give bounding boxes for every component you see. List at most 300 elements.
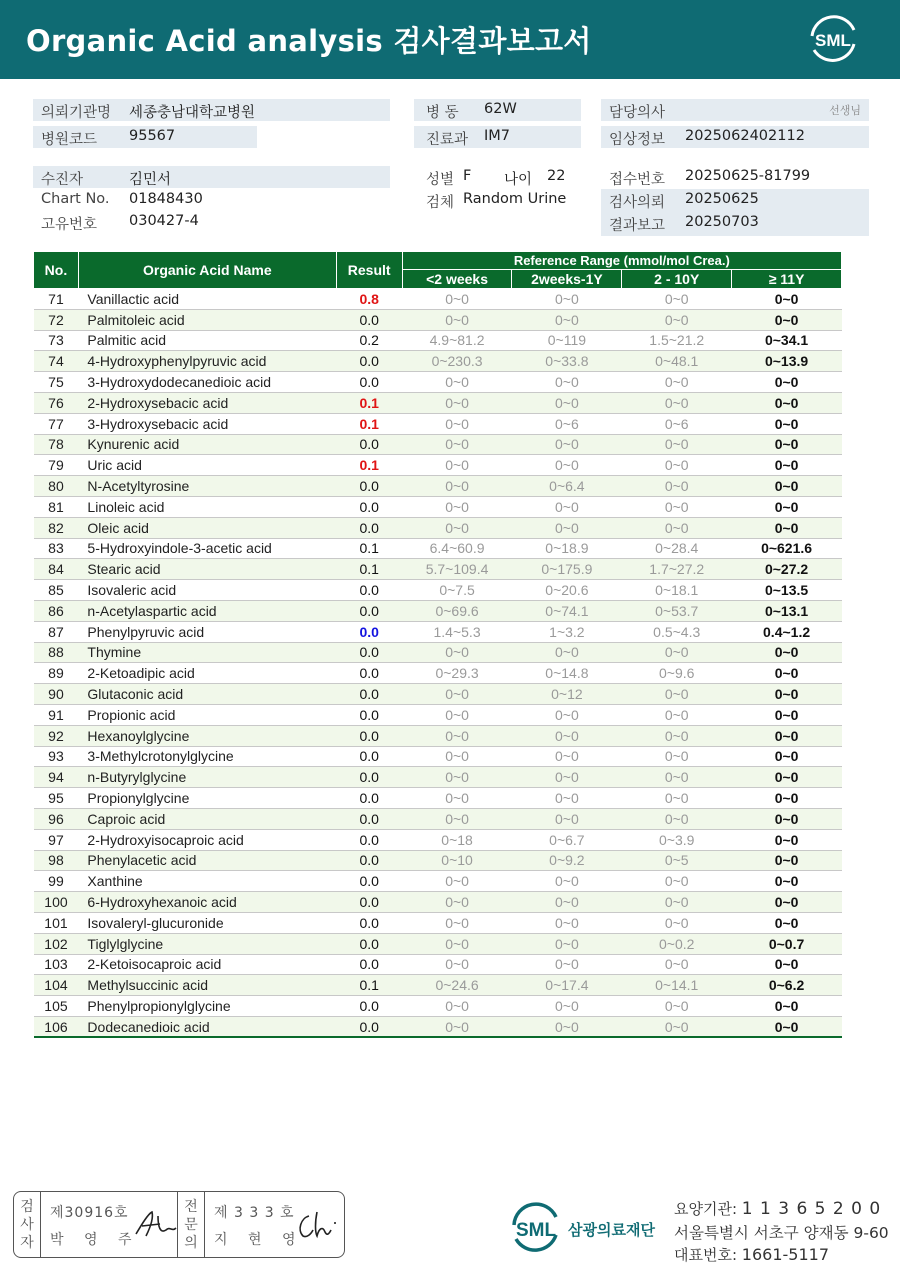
- ref-under-2-weeks: 0~0: [402, 788, 512, 809]
- ref-2-to-10y: 0~0: [622, 808, 732, 829]
- result-value: 0.0: [336, 829, 402, 850]
- col-no-header: No.: [34, 252, 79, 289]
- ref-under-2-weeks: 0~0: [402, 289, 512, 310]
- ref-under-2-weeks: 0~24.6: [402, 975, 512, 996]
- acid-name: n-Acetylaspartic acid: [78, 600, 336, 621]
- specimen-field: [414, 189, 594, 211]
- table-row: [34, 1016, 842, 1037]
- address: 서울특별시 서초구 양재동 9-60: [674, 1224, 889, 1242]
- report-header: [0, 0, 900, 79]
- acid-name: Phenylpropionylglycine: [78, 996, 336, 1017]
- table-row: [34, 372, 842, 393]
- ref-11y-plus: 0~0: [732, 413, 842, 434]
- ref-2-to-10y: 0~0: [622, 496, 732, 517]
- ref-2-to-10y: 0~14.1: [622, 975, 732, 996]
- ref-col-header: 2weeks-1Y: [512, 270, 622, 289]
- acid-name: Thymine: [78, 642, 336, 663]
- ref-2-weeks-to-1y: 0~18.9: [512, 538, 622, 559]
- ref-under-2-weeks: 0~0: [402, 309, 512, 330]
- result-value: 0.0: [336, 788, 402, 809]
- acid-name: Palmitoleic acid: [78, 309, 336, 330]
- result-value: 0.2: [336, 330, 402, 351]
- ref-11y-plus: 0~0: [732, 871, 842, 892]
- ref-2-to-10y: 0~0: [622, 767, 732, 788]
- ref-2-to-10y: 0~0: [622, 954, 732, 975]
- ref-under-2-weeks: 0~0: [402, 642, 512, 663]
- doctor-suffix: 선생님: [829, 104, 861, 117]
- result-value: 0.0: [336, 434, 402, 455]
- ref-under-2-weeks: 0~0: [402, 892, 512, 913]
- table-row: [34, 476, 842, 497]
- acid-name: Phenylpyruvic acid: [78, 621, 336, 642]
- acid-name: Xanthine: [78, 871, 336, 892]
- ref-2-to-10y: 0~18.1: [622, 580, 732, 601]
- result-value: 0.0: [336, 725, 402, 746]
- table-row: [34, 392, 842, 413]
- ref-under-2-weeks: 5.7~109.4: [402, 559, 512, 580]
- ref-2-weeks-to-1y: 0~119: [512, 330, 622, 351]
- ref-under-2-weeks: 0~0: [402, 871, 512, 892]
- clinical-value: 2025062402112: [685, 128, 805, 144]
- specimen-value: Random Urine: [463, 191, 567, 207]
- ref-11y-plus: 0~0: [732, 704, 842, 725]
- sml-logo: [804, 12, 862, 66]
- ref-2-weeks-to-1y: 0~17.4: [512, 975, 622, 996]
- result-value: 0.0: [336, 892, 402, 913]
- ref-under-2-weeks: 0~0: [402, 434, 512, 455]
- receipt-field: [601, 166, 869, 188]
- table-row: [34, 892, 842, 913]
- result-value: 0.1: [336, 559, 402, 580]
- row-number: 104: [34, 975, 79, 996]
- ref-2-to-10y: 0~0: [622, 725, 732, 746]
- acid-name: 3-Methylcrotonylglycine: [78, 746, 336, 767]
- ref-2-to-10y: 0~0: [622, 704, 732, 725]
- receipt-label: 접수번호: [609, 172, 666, 188]
- ref-2-to-10y: 0~0: [622, 289, 732, 310]
- clinical-label: 임상정보: [609, 132, 666, 148]
- ref-2-weeks-to-1y: 0~0: [512, 933, 622, 954]
- doctor-field: [601, 99, 869, 121]
- ref-2-to-10y: 0~53.7: [622, 600, 732, 621]
- acid-name: Vanillactic acid: [78, 289, 336, 310]
- ref-under-2-weeks: 0~0: [402, 954, 512, 975]
- table-row: [34, 330, 842, 351]
- age-label: 나이: [504, 172, 533, 188]
- row-number: 72: [34, 309, 79, 330]
- acid-name: Uric acid: [78, 455, 336, 476]
- ref-11y-plus: 0~0: [732, 892, 842, 913]
- ref-11y-plus: 0~6.2: [732, 975, 842, 996]
- acid-name: 3-Hydroxysebacic acid: [78, 413, 336, 434]
- row-number: 106: [34, 1016, 79, 1037]
- sex-label: 성별: [426, 172, 455, 188]
- chart-no-value: 01848430: [129, 191, 203, 207]
- table-row: [34, 580, 842, 601]
- row-number: 76: [34, 392, 79, 413]
- ref-2-weeks-to-1y: 0~0: [512, 788, 622, 809]
- ref-2-weeks-to-1y: 0~0: [512, 725, 622, 746]
- ref-2-to-10y: 0~0: [622, 372, 732, 393]
- row-number: 92: [34, 725, 79, 746]
- ref-11y-plus: 0~0: [732, 476, 842, 497]
- ref-under-2-weeks: 0~0: [402, 372, 512, 393]
- ref-2-to-10y: 0~0: [622, 892, 732, 913]
- ref-under-2-weeks: 0~0: [402, 725, 512, 746]
- dept-value: IM7: [484, 128, 511, 144]
- row-number: 95: [34, 788, 79, 809]
- care-institution: [674, 1198, 881, 1219]
- footer-sml-logo: [510, 1199, 662, 1257]
- ref-2-to-10y: 0~0: [622, 476, 732, 497]
- acid-name: 6-Hydroxyhexanoic acid: [78, 892, 336, 913]
- ref-2-weeks-to-1y: 0~6.4: [512, 476, 622, 497]
- row-number: 100: [34, 892, 79, 913]
- ref-2-weeks-to-1y: 0~0: [512, 808, 622, 829]
- ref-11y-plus: 0~13.9: [732, 351, 842, 372]
- ward-label: 병 동: [426, 105, 459, 121]
- row-number: 97: [34, 829, 79, 850]
- ref-2-weeks-to-1y: 0~6: [512, 413, 622, 434]
- ref-2-to-10y: 0~0: [622, 746, 732, 767]
- ref-11y-plus: 0~0: [732, 850, 842, 871]
- row-number: 98: [34, 850, 79, 871]
- ref-2-weeks-to-1y: 0~0: [512, 767, 622, 788]
- acid-name: Methylsuccinic acid: [78, 975, 336, 996]
- ward-field: [414, 99, 581, 121]
- specialist-license: 제 3 3 3 호: [214, 1205, 295, 1221]
- ref-11y-plus: 0~0: [732, 808, 842, 829]
- acid-name: Stearic acid: [78, 559, 336, 580]
- care-number: 1 1 3 6 5 2 0 0: [741, 1199, 882, 1219]
- ref-2-to-10y: 0~0: [622, 684, 732, 705]
- ref-2-to-10y: 0~0: [622, 871, 732, 892]
- ref-under-2-weeks: 0~0: [402, 996, 512, 1017]
- result-value: 0.0: [336, 600, 402, 621]
- footer-logo-text: SML: [515, 1220, 557, 1241]
- ref-under-2-weeks: 0~0: [402, 912, 512, 933]
- row-number: 86: [34, 600, 79, 621]
- institution-value: 세종충남대학교병원: [129, 105, 256, 121]
- table-row: [34, 663, 842, 684]
- ref-2-to-10y: 0~0: [622, 309, 732, 330]
- acid-name: Kynurenic acid: [78, 434, 336, 455]
- row-number: 85: [34, 580, 79, 601]
- ref-2-to-10y: 0~0: [622, 912, 732, 933]
- ref-11y-plus: 0~13.1: [732, 600, 842, 621]
- result-value: 0.0: [336, 309, 402, 330]
- examiner-name: 박 영 주: [50, 1232, 140, 1248]
- examiner-title: 검사자: [20, 1199, 34, 1251]
- table-row: [34, 746, 842, 767]
- table-row: [34, 871, 842, 892]
- acid-name: Isovaleric acid: [78, 580, 336, 601]
- acid-name: Hexanoylglycine: [78, 725, 336, 746]
- signature-box: [13, 1191, 345, 1258]
- ref-11y-plus: 0~0: [732, 912, 842, 933]
- row-number: 75: [34, 372, 79, 393]
- phone-number: 1661-5117: [741, 1245, 830, 1264]
- result-value: 0.0: [336, 496, 402, 517]
- footer-org-name: 삼광의료재단: [568, 1221, 655, 1239]
- table-row: [34, 496, 842, 517]
- ref-2-to-10y: 0~0: [622, 996, 732, 1017]
- table-row: [34, 725, 842, 746]
- acid-name: 4-Hydroxyphenylpyruvic acid: [78, 351, 336, 372]
- ref-2-to-10y: 0~0: [622, 434, 732, 455]
- ref-11y-plus: 0~0: [732, 829, 842, 850]
- table-row: [34, 912, 842, 933]
- row-number: 101: [34, 912, 79, 933]
- table-row: [34, 413, 842, 434]
- row-number: 90: [34, 684, 79, 705]
- table-row: [34, 434, 842, 455]
- table-row: [34, 538, 842, 559]
- specimen-label: 검체: [426, 195, 455, 211]
- ref-under-2-weeks: 0~29.3: [402, 663, 512, 684]
- acid-name: Tiglylglycine: [78, 933, 336, 954]
- report-label: 결과보고: [609, 218, 666, 234]
- ref-11y-plus: 0~0.7: [732, 933, 842, 954]
- acid-name: Dodecanedioic acid: [78, 1016, 336, 1037]
- ref-2-weeks-to-1y: 0~0: [512, 309, 622, 330]
- ref-11y-plus: 0~0: [732, 746, 842, 767]
- unique-no-value: 030427-4: [129, 213, 199, 229]
- row-number: 73: [34, 330, 79, 351]
- table-row: [34, 289, 842, 310]
- acid-name: Caproic acid: [78, 808, 336, 829]
- ref-2-weeks-to-1y: 0~0: [512, 517, 622, 538]
- ref-11y-plus: 0~0: [732, 954, 842, 975]
- ref-2-to-10y: 1.5~21.2: [622, 330, 732, 351]
- table-row: [34, 559, 842, 580]
- result-value: 0.1: [336, 538, 402, 559]
- result-value: 0.1: [336, 392, 402, 413]
- row-number: 87: [34, 621, 79, 642]
- sex-age-field: [414, 166, 594, 188]
- table-row: [34, 767, 842, 788]
- ref-2-weeks-to-1y: 0~20.6: [512, 580, 622, 601]
- ref-2-to-10y: 0~6: [622, 413, 732, 434]
- result-value: 0.0: [336, 621, 402, 642]
- result-value: 0.0: [336, 746, 402, 767]
- row-number: 82: [34, 517, 79, 538]
- table-row: [34, 933, 842, 954]
- result-value: 0.0: [336, 684, 402, 705]
- ref-2-weeks-to-1y: 0~9.2: [512, 850, 622, 871]
- result-value: 0.0: [336, 871, 402, 892]
- ref-under-2-weeks: 0~0: [402, 746, 512, 767]
- hospital-code-value: 95567: [129, 128, 176, 144]
- ref-under-2-weeks: 0~0: [402, 496, 512, 517]
- table-row: [34, 850, 842, 871]
- ref-11y-plus: 0~0: [732, 289, 842, 310]
- row-number: 78: [34, 434, 79, 455]
- row-number: 89: [34, 663, 79, 684]
- result-value: 0.0: [336, 808, 402, 829]
- row-number: 105: [34, 996, 79, 1017]
- acid-name: Propionylglycine: [78, 788, 336, 809]
- ref-11y-plus: 0~0: [732, 434, 842, 455]
- ref-2-to-10y: 0~0: [622, 392, 732, 413]
- results-body: [34, 289, 842, 1038]
- row-number: 74: [34, 351, 79, 372]
- ref-2-weeks-to-1y: 0~0: [512, 289, 622, 310]
- unique-no-field: [33, 211, 390, 233]
- ref-under-2-weeks: 1.4~5.3: [402, 621, 512, 642]
- chart-no-field: [33, 189, 390, 211]
- table-row: [34, 829, 842, 850]
- result-value: 0.0: [336, 517, 402, 538]
- row-number: 94: [34, 767, 79, 788]
- ref-under-2-weeks: 0~0: [402, 413, 512, 434]
- report-title: Organic Acid analysis 검사결과보고서: [26, 24, 592, 58]
- ref-2-weeks-to-1y: 0~0: [512, 455, 622, 476]
- ref-11y-plus: 0~0: [732, 767, 842, 788]
- institution-field: [33, 99, 390, 121]
- ref-under-2-weeks: 0~10: [402, 850, 512, 871]
- row-number: 99: [34, 871, 79, 892]
- ref-2-weeks-to-1y: 0~0: [512, 912, 622, 933]
- ref-2-weeks-to-1y: 0~0: [512, 392, 622, 413]
- ref-11y-plus: 0~0: [732, 392, 842, 413]
- ref-under-2-weeks: 0~0: [402, 808, 512, 829]
- ref-2-weeks-to-1y: 0~12: [512, 684, 622, 705]
- institution-label: 의뢰기관명: [41, 105, 112, 121]
- ref-2-to-10y: 0~0.2: [622, 933, 732, 954]
- ref-11y-plus: 0~0: [732, 996, 842, 1017]
- table-row: [34, 975, 842, 996]
- acid-name: Linoleic acid: [78, 496, 336, 517]
- result-value: 0.0: [336, 372, 402, 393]
- ref-2-to-10y: 0~0: [622, 642, 732, 663]
- ref-col-header: 2 - 10Y: [622, 270, 732, 289]
- ref-2-weeks-to-1y: 0~6.7: [512, 829, 622, 850]
- dept-field: [414, 126, 581, 148]
- row-number: 96: [34, 808, 79, 829]
- table-row: [34, 517, 842, 538]
- ref-2-weeks-to-1y: 0~0: [512, 372, 622, 393]
- acid-name: N-Acetyltyrosine: [78, 476, 336, 497]
- request-report-field: [601, 189, 869, 236]
- row-number: 102: [34, 933, 79, 954]
- request-value: 20250625: [685, 191, 759, 207]
- phone: [674, 1244, 829, 1265]
- ref-2-to-10y: 0~0: [622, 788, 732, 809]
- acid-name: Isovaleryl-glucuronide: [78, 912, 336, 933]
- ref-under-2-weeks: 0~0: [402, 684, 512, 705]
- acid-name: 2-Hydroxysebacic acid: [78, 392, 336, 413]
- examiner-signature: [132, 1206, 178, 1242]
- ref-2-weeks-to-1y: 0~74.1: [512, 600, 622, 621]
- ref-11y-plus: 0~0: [732, 1016, 842, 1037]
- doctor-label: 담당의사: [609, 105, 666, 121]
- ref-under-2-weeks: 0~0: [402, 455, 512, 476]
- ref-11y-plus: 0~13.5: [732, 580, 842, 601]
- acid-name: Palmitic acid: [78, 330, 336, 351]
- result-value: 0.1: [336, 455, 402, 476]
- ref-under-2-weeks: 0~0: [402, 392, 512, 413]
- hospital-code-label: 병원코드: [41, 132, 98, 148]
- result-value: 0.0: [336, 912, 402, 933]
- ref-under-2-weeks: 0~0: [402, 704, 512, 725]
- phone-label: 대표번호:: [674, 1246, 738, 1264]
- ref-2-weeks-to-1y: 0~0: [512, 434, 622, 455]
- ref-under-2-weeks: 0~0: [402, 1016, 512, 1037]
- result-value: 0.1: [336, 975, 402, 996]
- ref-2-weeks-to-1y: 0~0: [512, 642, 622, 663]
- result-value: 0.1: [336, 413, 402, 434]
- ref-11y-plus: 0~27.2: [732, 559, 842, 580]
- result-value: 0.0: [336, 1016, 402, 1037]
- result-value: 0.0: [336, 704, 402, 725]
- table-row: [34, 996, 842, 1017]
- row-number: 93: [34, 746, 79, 767]
- ref-11y-plus: 0~0: [732, 642, 842, 663]
- specialist-title: 전문의: [184, 1199, 198, 1251]
- table-row: [34, 954, 842, 975]
- ref-2-weeks-to-1y: 0~0: [512, 954, 622, 975]
- table-row: [34, 351, 842, 372]
- ref-2-to-10y: 0~0: [622, 1016, 732, 1037]
- result-value: 0.0: [336, 642, 402, 663]
- row-number: 83: [34, 538, 79, 559]
- ref-2-to-10y: 0~48.1: [622, 351, 732, 372]
- row-number: 71: [34, 289, 79, 310]
- report-value: 20250703: [685, 214, 759, 230]
- ref-under-2-weeks: 0~0: [402, 517, 512, 538]
- ref-11y-plus: 0~0: [732, 309, 842, 330]
- specialist-name: 지 현 영: [214, 1232, 304, 1248]
- sml-logo-text: SML: [815, 31, 851, 50]
- result-value: 0.0: [336, 476, 402, 497]
- result-value: 0.0: [336, 996, 402, 1017]
- specialist-signature: [295, 1208, 341, 1242]
- table-row: [34, 642, 842, 663]
- ref-11y-plus: 0~0: [732, 725, 842, 746]
- ref-11y-plus: 0~0: [732, 455, 842, 476]
- acid-name: 3-Hydroxydodecanedioic acid: [78, 372, 336, 393]
- ward-value: 62W: [484, 101, 517, 117]
- result-value: 0.0: [336, 933, 402, 954]
- ref-11y-plus: 0.4~1.2: [732, 621, 842, 642]
- ref-11y-plus: 0~0: [732, 496, 842, 517]
- ref-under-2-weeks: 4.9~81.2: [402, 330, 512, 351]
- ref-11y-plus: 0~0: [732, 663, 842, 684]
- ref-2-to-10y: 0~9.6: [622, 663, 732, 684]
- acid-name: 5-Hydroxyindole-3-acetic acid: [78, 538, 336, 559]
- result-value: 0.0: [336, 767, 402, 788]
- acid-name: 2-Ketoisocaproic acid: [78, 954, 336, 975]
- row-number: 103: [34, 954, 79, 975]
- ref-2-weeks-to-1y: 0~33.8: [512, 351, 622, 372]
- ref-2-weeks-to-1y: 0~0: [512, 1016, 622, 1037]
- age-value: 22: [547, 168, 566, 184]
- ref-11y-plus: 0~0: [732, 684, 842, 705]
- ref-under-2-weeks: 6.4~60.9: [402, 538, 512, 559]
- ref-2-to-10y: 0~28.4: [622, 538, 732, 559]
- acid-name: 2-Hydroxyisocaproic acid: [78, 829, 336, 850]
- ref-2-weeks-to-1y: 1~3.2: [512, 621, 622, 642]
- ref-2-to-10y: 1.7~27.2: [622, 559, 732, 580]
- ref-2-to-10y: 0~0: [622, 455, 732, 476]
- row-number: 77: [34, 413, 79, 434]
- receipt-value: 20250625-81799: [685, 168, 811, 184]
- acid-name: Phenylacetic acid: [78, 850, 336, 871]
- patient-field: [33, 166, 390, 188]
- table-row: [34, 788, 842, 809]
- ref-2-to-10y: 0~3.9: [622, 829, 732, 850]
